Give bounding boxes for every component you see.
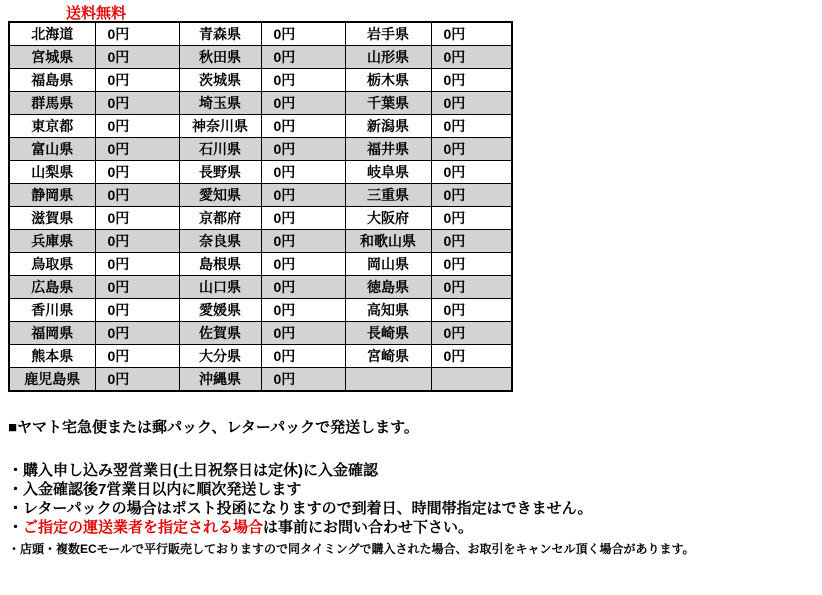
note-carrier-request	[8, 518, 593, 537]
price-cell: 0円	[431, 253, 512, 276]
prefecture-cell: 千葉県	[345, 92, 431, 115]
prefecture-cell: 岩手県	[345, 22, 431, 46]
prefecture-cell: 三重県	[345, 184, 431, 207]
prefecture-cell: 埼玉県	[179, 92, 261, 115]
table-row	[9, 184, 512, 207]
price-cell: 0円	[95, 92, 179, 115]
price-cell: 0円	[261, 230, 345, 253]
prefecture-cell: 石川県	[179, 138, 261, 161]
prefecture-cell: 香川県	[9, 299, 95, 322]
table-row	[9, 299, 512, 322]
prefecture-cell: 大分県	[179, 345, 261, 368]
price-cell: 0円	[431, 207, 512, 230]
note-carrier-bullet-prefix: ・	[8, 519, 24, 536]
prefecture-cell: 沖縄県	[179, 368, 261, 392]
shipping-notes-list	[8, 461, 593, 537]
prefecture-cell: 佐賀県	[179, 322, 261, 345]
price-cell: 0円	[431, 276, 512, 299]
prefecture-cell: 鳥取県	[9, 253, 95, 276]
price-cell: 0円	[95, 46, 179, 69]
prefecture-cell: 広島県	[9, 276, 95, 299]
price-cell: 0円	[95, 138, 179, 161]
price-cell: 0円	[261, 138, 345, 161]
price-cell: 0円	[431, 92, 512, 115]
prefecture-cell: 奈良県	[179, 230, 261, 253]
table-row	[9, 46, 512, 69]
table-row	[9, 92, 512, 115]
prefecture-cell: 山形県	[345, 46, 431, 69]
price-cell: 0円	[261, 299, 345, 322]
price-cell: 0円	[95, 207, 179, 230]
prefecture-cell: 徳島県	[345, 276, 431, 299]
prefecture-cell: 岡山県	[345, 253, 431, 276]
price-cell: 0円	[261, 184, 345, 207]
prefecture-cell: 和歌山県	[345, 230, 431, 253]
price-cell: 0円	[95, 322, 179, 345]
shipping-fee-table	[8, 21, 513, 392]
prefecture-cell: 福岡県	[9, 322, 95, 345]
prefecture-cell: 山口県	[179, 276, 261, 299]
prefecture-cell: 静岡県	[9, 184, 95, 207]
note-parallel-sales: ・店頭・複数ECモールで平行販売しておりますので同タイミングで購入された場合、お取引をキャンセル頂く場合があります。	[8, 542, 695, 556]
price-cell: 0円	[431, 322, 512, 345]
price-cell: 0円	[95, 115, 179, 138]
prefecture-cell: 滋賀県	[9, 207, 95, 230]
prefecture-cell: 島根県	[179, 253, 261, 276]
price-cell: 0円	[95, 276, 179, 299]
price-cell: 0円	[95, 345, 179, 368]
prefecture-cell: 神奈川県	[179, 115, 261, 138]
prefecture-cell: 茨城県	[179, 69, 261, 92]
prefecture-cell: 群馬県	[9, 92, 95, 115]
price-cell: 0円	[261, 161, 345, 184]
prefecture-cell: 宮城県	[9, 46, 95, 69]
prefecture-cell: 愛媛県	[179, 299, 261, 322]
prefecture-cell: 長野県	[179, 161, 261, 184]
note-payment-confirmation: ・購入申し込み翌営業日(土日祝祭日は定休)に入金確認	[8, 462, 378, 479]
table-row	[9, 345, 512, 368]
price-cell: 0円	[431, 22, 512, 46]
price-cell: 0円	[431, 138, 512, 161]
price-cell: 0円	[95, 299, 179, 322]
prefecture-cell: 大阪府	[345, 207, 431, 230]
prefecture-cell: 兵庫県	[9, 230, 95, 253]
price-cell: 0円	[261, 322, 345, 345]
prefecture-cell: 宮崎県	[345, 345, 431, 368]
prefecture-cell: 京都府	[179, 207, 261, 230]
price-cell: 0円	[431, 69, 512, 92]
price-cell: 0円	[95, 161, 179, 184]
price-cell	[431, 368, 512, 392]
prefecture-cell: 長崎県	[345, 322, 431, 345]
prefecture-cell: 富山県	[9, 138, 95, 161]
shipping-method-heading: ■ヤマト宅急便または郵パック、レターパックで発送します。	[8, 419, 419, 436]
price-cell: 0円	[431, 115, 512, 138]
note-letterpack-limitation: ・レターパックの場合はポスト投函になりますので到着日、時間帯指定はできません。	[8, 500, 593, 517]
price-cell: 0円	[431, 230, 512, 253]
price-cell: 0円	[95, 69, 179, 92]
price-cell: 0円	[95, 230, 179, 253]
prefecture-cell: 北海道	[9, 22, 95, 46]
price-cell: 0円	[261, 207, 345, 230]
table-row	[9, 230, 512, 253]
table-row	[9, 368, 512, 392]
table-row	[9, 115, 512, 138]
prefecture-cell: 熊本県	[9, 345, 95, 368]
prefecture-cell: 山梨県	[9, 161, 95, 184]
table-row	[9, 161, 512, 184]
table-row	[9, 322, 512, 345]
free-shipping-label: 送料無料	[66, 5, 127, 22]
price-cell: 0円	[95, 184, 179, 207]
price-cell: 0円	[261, 115, 345, 138]
prefecture-cell: 高知県	[345, 299, 431, 322]
price-cell: 0円	[431, 299, 512, 322]
prefecture-cell: 福島県	[9, 69, 95, 92]
price-cell: 0円	[95, 22, 179, 46]
prefecture-cell: 岐阜県	[345, 161, 431, 184]
price-cell: 0円	[431, 46, 512, 69]
price-cell: 0円	[95, 253, 179, 276]
prefecture-cell: 新潟県	[345, 115, 431, 138]
prefecture-cell: 鹿児島県	[9, 368, 95, 392]
price-cell: 0円	[261, 276, 345, 299]
prefecture-cell: 秋田県	[179, 46, 261, 69]
shipping-fee-table-body	[9, 22, 512, 391]
prefecture-cell	[345, 368, 431, 392]
prefecture-cell: 東京都	[9, 115, 95, 138]
prefecture-cell: 青森県	[179, 22, 261, 46]
prefecture-cell: 愛知県	[179, 184, 261, 207]
price-cell: 0円	[261, 46, 345, 69]
price-cell: 0円	[261, 253, 345, 276]
price-cell: 0円	[261, 92, 345, 115]
price-cell: 0円	[261, 345, 345, 368]
table-row	[9, 69, 512, 92]
note-carrier-red-text: ご指定の運送業者を指定される場合	[23, 519, 264, 536]
prefecture-cell: 福井県	[345, 138, 431, 161]
price-cell: 0円	[431, 345, 512, 368]
note-carrier-rest-text: は事前にお問い合わせ下さい。	[263, 519, 474, 536]
table-row	[9, 253, 512, 276]
price-cell: 0円	[261, 22, 345, 46]
table-row	[9, 276, 512, 299]
price-cell: 0円	[431, 161, 512, 184]
table-row	[9, 22, 512, 46]
note-dispatch-timing: ・入金確認後7営業日以内に順次発送します	[8, 481, 302, 498]
price-cell: 0円	[431, 184, 512, 207]
price-cell: 0円	[261, 368, 345, 392]
table-row	[9, 207, 512, 230]
table-row	[9, 138, 512, 161]
prefecture-cell: 栃木県	[345, 69, 431, 92]
price-cell: 0円	[95, 368, 179, 392]
price-cell: 0円	[261, 69, 345, 92]
